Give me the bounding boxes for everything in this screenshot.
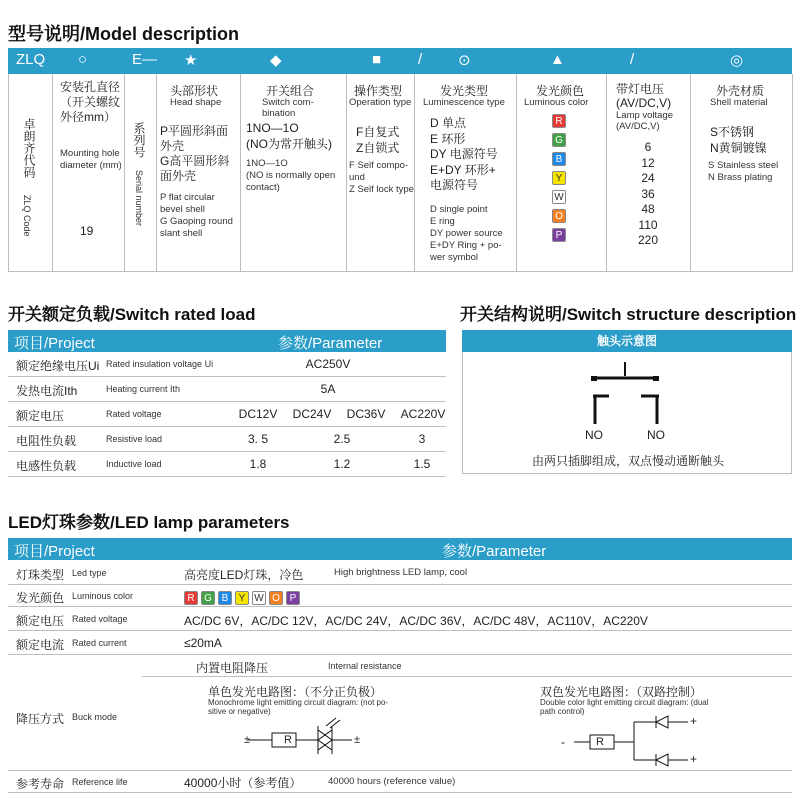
lamp-voltage-value: 6 — [644, 140, 652, 154]
color-swatch-w: W — [552, 190, 566, 204]
lum-color-swatches — [552, 114, 572, 247]
switch-comb-cn: 开关组合 — [266, 84, 315, 98]
color-swatch-p: P — [552, 228, 566, 242]
load-row-value: 3 — [418, 432, 426, 446]
lum-type-en: Luminescence type — [423, 97, 505, 108]
switch-load-head-project: 项目/Project — [14, 335, 95, 352]
dual-minus: - — [561, 735, 565, 749]
dual-plus-bottom: + — [690, 752, 698, 766]
color-swatch-g: G — [552, 133, 566, 147]
led-type-cn: 灯珠类型 — [16, 568, 65, 582]
led-type-en: Led type — [72, 568, 107, 578]
load-row-en: Heating current Ith — [106, 384, 181, 394]
code-double-circle: ◎ — [730, 52, 744, 69]
code-dot-circle: ⊙ — [458, 52, 471, 69]
shell-cn: 外壳材质 — [716, 84, 765, 98]
zlq-code-cn: 卓朗齐代码 — [22, 118, 36, 178]
table-row — [8, 427, 446, 452]
structure-title: 开关结构说明/Switch structure description — [460, 305, 797, 324]
code-circle: ○ — [78, 51, 88, 68]
load-row-en: Rated insulation voltage Ui — [106, 359, 214, 369]
operation-options-en: F Self compo- und Z Self lock type — [349, 160, 414, 195]
lamp-volt-values — [620, 140, 676, 249]
operation-options-cn: F自复式 Z自锁式 — [356, 125, 400, 155]
color-swatch-r: R — [184, 591, 198, 605]
load-row-cn: 额定绝缘电压Ui — [16, 359, 100, 373]
color-swatch-y: Y — [552, 171, 566, 185]
load-row-value: 1.5 — [413, 457, 431, 471]
lamp-volt-cn: 带灯电压 (AV/DC,V) — [616, 82, 672, 110]
lum-type-options-en: D single point E ring DY power source E+DY Ring + po- wer symbol — [430, 204, 503, 263]
code-diamond: ◆ — [270, 52, 282, 69]
lum-type-options-cn: D 单点 E 环形 DY 电源符号 E+DY 环形+ 电源符号 — [430, 116, 498, 192]
color-swatch-b: B — [552, 152, 566, 166]
load-row-value: DC36V — [346, 407, 386, 421]
lamp-voltage-value: 24 — [641, 171, 655, 185]
load-row-en: Inductive load — [106, 459, 162, 469]
shell-options-cn: S不锈钢 N黄铜镀镍 — [710, 125, 767, 155]
serial-cn: 系列号 — [132, 122, 146, 158]
load-row-cn: 电感性负载 — [16, 459, 77, 473]
color-swatch-o: O — [269, 591, 283, 605]
dual-resistor-label: R — [596, 736, 604, 748]
operation-en: Operation type — [349, 97, 412, 108]
led-life-cn: 参考寿命 — [16, 777, 65, 791]
led-buck-head-en: Internal resistance — [328, 661, 402, 671]
model-code-bar — [8, 48, 792, 74]
color-swatch-y: Y — [235, 591, 249, 605]
operation-cn: 操作类型 — [354, 84, 403, 98]
led-type-val-en: High brightness LED lamp, cool — [334, 567, 468, 578]
load-row-value: 5A — [320, 382, 336, 396]
load-row-cn: 额定电压 — [16, 409, 65, 423]
mount-hole-cn: 安装孔直径（开关螺纹外径mm） — [60, 80, 121, 124]
structure-caption: 由两只插脚组成，双点慢动通断触头 — [531, 454, 724, 468]
led-volt-val: AC/DC 6V，AC/DC 12V，AC/DC 24V，AC/DC 36V，AC/DC 48V，AC110V，AC220V — [184, 614, 648, 628]
code-e: E— — [132, 51, 158, 68]
structure-box — [462, 352, 792, 474]
led-volt-en: Rated voltage — [72, 614, 128, 624]
led-buck-head-cn: 内置电阻降压 — [196, 661, 269, 675]
code-square: ■ — [372, 51, 382, 68]
color-swatch-p: P — [286, 591, 300, 605]
load-row-value: 2.5 — [333, 432, 351, 446]
switch-load-title: 开关额定负载/Switch rated load — [8, 305, 256, 324]
led-life-en: Reference life — [72, 777, 128, 787]
mono-circuit-en: Monochrome light emitting circuit diagram: (not po-sitive or negative) — [208, 698, 389, 716]
load-row-value: 1.2 — [333, 457, 351, 471]
led-life-val-en: 40000 hours (reference value) — [328, 776, 456, 787]
load-row-en: Resistive load — [106, 434, 163, 444]
load-row-value: DC24V — [292, 407, 332, 421]
load-row-value: 3. 5 — [247, 432, 269, 446]
contact-no-left: NO — [585, 428, 603, 442]
led-volt-cn: 额定电压 — [16, 614, 65, 628]
head-shape-options-en: P flat circular bevel shell G Gaoping round slant shell — [160, 192, 233, 239]
led-cur-val: ≤20mA — [184, 636, 222, 650]
contact-no-right: NO — [647, 428, 665, 442]
shell-options-en: S Stainless steel N Brass plating — [708, 160, 779, 183]
led-buck-en: Buck mode — [72, 712, 118, 722]
lamp-volt-en: Lamp voltage (AV/DC,V) — [616, 110, 674, 132]
color-swatch-r: R — [552, 114, 566, 128]
lamp-voltage-value: 12 — [641, 155, 655, 170]
led-title: LED灯珠参数/LED lamp parameters — [8, 513, 290, 532]
color-swatch-w: W — [252, 591, 266, 605]
load-row-cn: 电阻性负载 — [16, 434, 77, 448]
table-row — [8, 352, 446, 377]
lamp-voltage-value: 48 — [641, 202, 655, 216]
structure-header — [462, 330, 792, 352]
load-row-value: AC220V — [400, 407, 446, 421]
switch-comb-options-cn: 1NO—1O (NO为常开触头) — [246, 121, 332, 151]
shell-en: Shell material — [710, 97, 768, 108]
model-title: 型号说明/Model description — [8, 24, 240, 44]
lum-color-cn: 发光颜色 — [536, 84, 585, 98]
mount-hole-value: 19 — [80, 224, 94, 238]
mono-circuit-cn: 单色发光电路图：（不分正负极） — [208, 685, 383, 699]
led-color-en: Luminous color — [72, 591, 134, 601]
code-zlq: ZLQ — [16, 51, 46, 68]
table-row — [8, 377, 446, 402]
dual-circuit-cn: 双色发光电路图：（双路控制） — [540, 685, 703, 699]
led-head-param: 参数/Parameter — [442, 543, 547, 560]
lamp-voltage-value: 220 — [637, 233, 659, 247]
contact-diagram — [463, 352, 793, 442]
mono-pm-right: ± — [354, 734, 361, 746]
table-row — [8, 452, 446, 477]
led-life-val-cn: 40000小时（参考值） — [184, 776, 302, 790]
head-shape-options-cn: P平圆形斜面 外壳 G高平圆形斜 面外壳 — [160, 124, 230, 183]
switch-load-table — [8, 352, 446, 477]
mono-resistor-label: R — [284, 734, 292, 746]
led-type-val-cn: 高亮度LED灯珠，冷色 — [184, 568, 304, 582]
lamp-voltage-value: 36 — [641, 186, 655, 201]
load-row-en: Rated voltage — [106, 409, 162, 419]
code-slash-2: / — [630, 51, 635, 68]
load-row-value: 1.8 — [249, 457, 267, 471]
led-cur-cn: 额定电流 — [16, 638, 65, 652]
dual-circuit-diagram — [560, 712, 710, 768]
lamp-voltage-value: 110 — [638, 217, 658, 232]
table-row — [8, 402, 446, 427]
mount-hole-en: Mounting hole diameter (mm) — [60, 148, 122, 171]
mono-pm-left: ± — [244, 734, 251, 746]
switch-comb-options-en: 1NO—1O (NO is normally open contact) — [246, 158, 336, 193]
led-buck-cn: 降压方式 — [16, 712, 65, 726]
dual-circuit-en: Double color light emitting circuit diagram: (dual path control) — [540, 698, 709, 716]
led-color-cn: 发光颜色 — [16, 591, 65, 605]
load-row-cn: 发热电流Ith — [16, 384, 78, 398]
switch-load-header — [8, 330, 446, 352]
led-cur-en: Rated current — [72, 638, 127, 648]
switch-load-head-param: 参数/Parameter — [278, 335, 383, 352]
lum-type-cn: 发光类型 — [440, 84, 489, 98]
color-swatch-o: O — [552, 209, 566, 223]
structure-head: 触头示意图 — [596, 334, 657, 348]
code-slash-1: / — [418, 51, 423, 68]
color-swatch-g: G — [201, 591, 215, 605]
serial-en: Serial number — [134, 170, 144, 227]
dual-plus-top: + — [690, 714, 698, 728]
color-swatch-b: B — [218, 591, 232, 605]
zlq-code-en: ZLQ Code — [22, 195, 32, 237]
led-head-project: 项目/Project — [14, 543, 95, 560]
code-star: ★ — [184, 52, 198, 69]
lum-color-en: Luminous color — [524, 97, 589, 108]
load-row-value: AC250V — [305, 357, 351, 371]
load-row-value: DC12V — [238, 407, 278, 421]
led-header — [8, 538, 792, 560]
switch-comb-en: Switch com-bination — [262, 97, 314, 119]
code-triangle: ▲ — [550, 51, 565, 68]
head-shape-en: Head shape — [170, 97, 222, 108]
head-shape-cn: 头部形状 — [170, 84, 219, 98]
led-color-swatches — [184, 588, 303, 606]
